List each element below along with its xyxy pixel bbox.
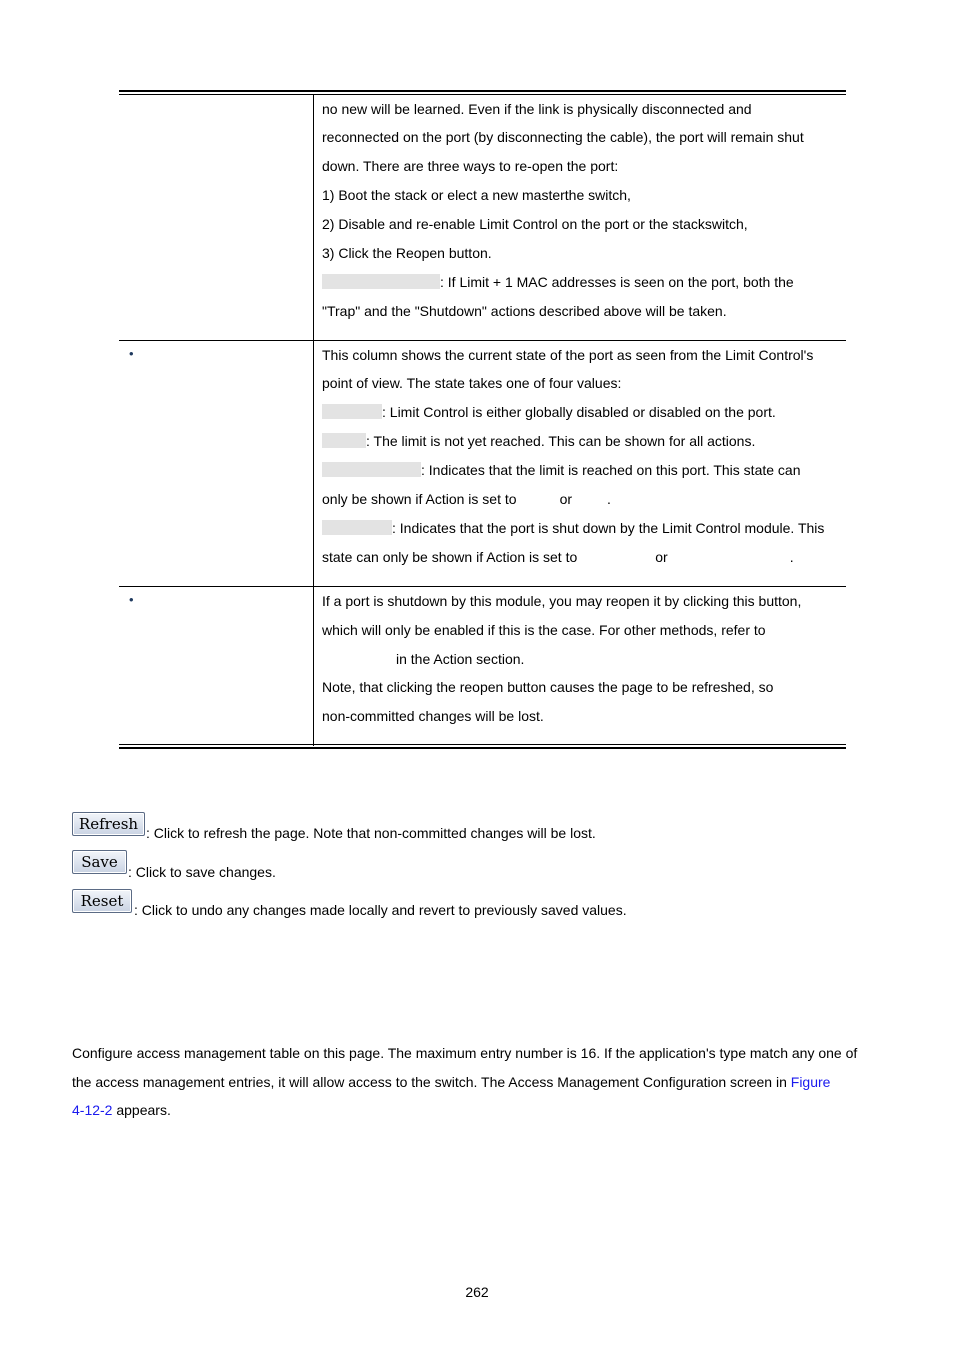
- cell-text-line: 1) Boot the stack or elect a new masterthe switch,: [322, 187, 631, 203]
- cell-text-line: "Trap" and the "Shutdown" actions described above will be taken.: [322, 303, 727, 319]
- table-column-divider: [313, 94, 314, 746]
- text-fragment: .: [789, 549, 794, 565]
- text-fragment: appears.: [112, 1102, 171, 1118]
- table-bottom-rule-inner: [119, 744, 846, 745]
- highlight-box: [322, 433, 366, 448]
- cell-text-line: This column shows the current state of the port as seen from the Limit Control's: [322, 347, 814, 363]
- text-fragment: state can only be shown if Action is set to: [322, 549, 578, 565]
- cell-text-line: point of view. The state takes one of four values:: [322, 375, 622, 391]
- text-fragment: .: [607, 491, 611, 507]
- cell-text-line: reconnected on the port (by disconnecting the cable), the port will remain shut: [322, 129, 804, 145]
- refresh-description: : Click to refresh the page. Note that non-committed changes will be lost.: [146, 825, 596, 841]
- cell-text-line: non-committed changes will be lost.: [322, 708, 544, 724]
- figure-link[interactable]: 4-12-2: [72, 1102, 113, 1118]
- text-fragment: the access management entries, it will allow access to the switch. The Access Management Configuration screen in: [72, 1074, 787, 1090]
- cell-text-line: in the Action section.: [396, 651, 525, 667]
- text-fragment: only be shown if Action is set to: [322, 491, 517, 507]
- save-button[interactable]: Save: [72, 850, 127, 874]
- page-number: 262: [465, 1284, 489, 1300]
- trap-shutdown-text: : If Limit + 1 MAC addresses is seen on the port, both the: [440, 274, 794, 290]
- text-fragment: or: [559, 491, 573, 507]
- table-top-rule-inner: [119, 94, 846, 95]
- state-limit-reached-cont: [322, 490, 611, 508]
- figure-link[interactable]: Figure: [790, 1074, 831, 1090]
- paragraph-line: [72, 1073, 830, 1091]
- reset-description: : Click to undo any changes made locally and revert to previously saved values.: [134, 902, 627, 918]
- highlight-box: [322, 520, 392, 535]
- cell-text-line: no new will be learned. Even if the link is physically disconnected and: [322, 101, 752, 117]
- paragraph-line: Configure access management table on this page. The maximum entry number is 16. If the application's type match any one of: [72, 1045, 858, 1061]
- state-disabled-line: [322, 403, 776, 421]
- cell-text-line: which will only be enabled if this is the case. For other methods, refer to: [322, 622, 766, 638]
- state-ready-text: : The limit is not yet reached. This can be shown for all actions.: [366, 433, 756, 449]
- cell-text-line: 2) Disable and re-enable Limit Control on the port or the stackswitch,: [322, 216, 748, 232]
- state-ready-line: [322, 432, 755, 450]
- state-shutdown-cont: [322, 548, 794, 566]
- highlight-box: [322, 404, 382, 419]
- paragraph-line: [72, 1101, 171, 1119]
- bullet-icon: •: [129, 346, 134, 361]
- cell-text-line: Note, that clicking the reopen button causes the page to be refreshed, so: [322, 679, 774, 695]
- state-shutdown-line: [322, 519, 824, 537]
- bullet-icon: •: [129, 592, 134, 607]
- table-row-divider: [119, 586, 846, 587]
- table-top-rule: [119, 90, 846, 92]
- save-description: : Click to save changes.: [128, 864, 276, 880]
- highlight-box: [322, 462, 421, 477]
- state-disabled-text: : Limit Control is either globally disabled or disabled on the port.: [382, 404, 776, 420]
- state-shutdown-text: : Indicates that the port is shut down by the Limit Control module. This: [392, 520, 825, 536]
- table-row-divider: [119, 340, 846, 341]
- reset-button[interactable]: Reset: [72, 889, 132, 913]
- cell-text-line: If a port is shutdown by this module, you may reopen it by clicking this button,: [322, 593, 802, 609]
- state-limit-reached-text: : Indicates that the limit is reached on this port. This state can: [421, 462, 801, 478]
- state-limit-reached-line: [322, 461, 801, 479]
- trap-shutdown-line: [322, 273, 794, 291]
- highlight-box: [322, 274, 440, 289]
- cell-text-line: down. There are three ways to re-open the port:: [322, 158, 619, 174]
- cell-text-line: 3) Click the Reopen button.: [322, 245, 492, 261]
- table-bottom-rule: [119, 747, 846, 749]
- refresh-button[interactable]: Refresh: [72, 812, 145, 836]
- text-fragment: or: [655, 549, 668, 565]
